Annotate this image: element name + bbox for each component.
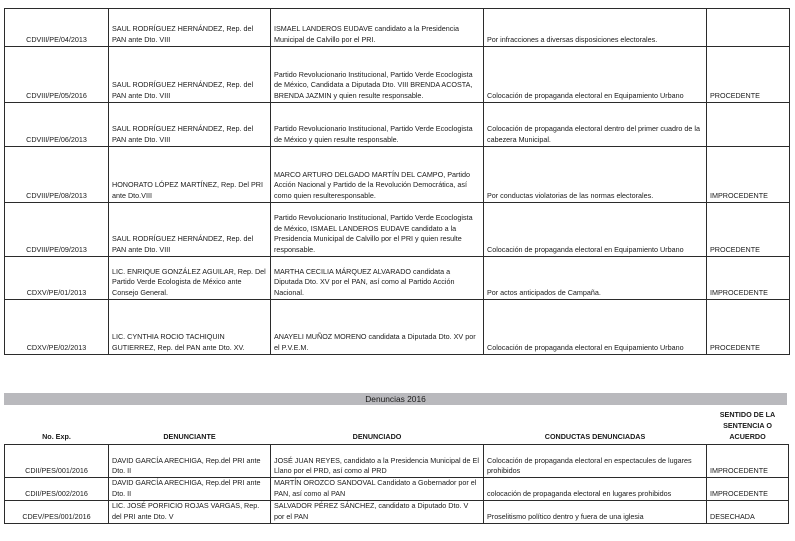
ruling: PROCEDENTE [707,203,790,257]
accused: MARCO ARTURO DELGADO MARTÍN DEL CAMPO, Partido Acción Nacional y Partido de la Revolución Democrática, así como quien resulteresponsable. [271,147,484,203]
accused: SALVADOR PÉREZ SÁNCHEZ, candidato a Diputado Dto. V por el PAN [271,501,484,524]
header-row [5,410,789,445]
complainant: SAUL RODRÍGUEZ HERNÁNDEZ, Rep. del PAN ante Dto. VIII [109,9,271,47]
complainant: DAVID GARCÍA ARECHIGA, Rep.del PRI ante Dto. II [109,445,271,478]
conduct: Colocación de propaganda electoral dentro del primer cuadro de la cabezera Municipal. [484,103,707,147]
accused: Partido Revolucionario Institucional, Partido Verde Ecoclogista de México, Candidata a Diputada Dto. VIII BRENDA ACOSTA, BRENDA JAZMIN y quien resulte responsable. [271,47,484,103]
header-complainant: DENUNCIANTE [163,431,216,441]
table-row [5,445,789,478]
accused: JOSÉ JUAN REYES, candidato a la Presidencia Municipal de El Llano por el PRD, así como al PRD [271,445,484,478]
conduct: Por conductas violatorias de las normas electorales. [484,147,707,203]
ruling: IMPROCEDENTE [707,257,790,300]
ruling: PROCEDENTE [707,300,790,355]
exp-number: CDVIII/PE/05/2016 [5,47,109,103]
accused: MARTHA CECILIA MÁRQUEZ ALVARADO candidata a Diputada Dto. XV por el PAN, así como al Partido Acción Nacional. [271,257,484,300]
exp-number: CDVIII/PE/09/2013 [5,203,109,257]
header-accused: DENUNCIADO [352,431,402,441]
exp-number: CDEV/PES/001/2016 [5,501,109,524]
conduct: Por infracciones a diversas disposiciones electorales. [484,9,707,47]
conduct: Proselitismo político dentro y fuera de una iglesia [484,501,707,524]
section-banner: Denuncias 2016 [4,393,787,405]
exp-number: CDII/PES/002/2016 [5,478,109,501]
exp-number: CDII/PES/001/2016 [5,445,109,478]
conduct: Colocación de propaganda electoral en Equipamiento Urbano [484,300,707,355]
exp-number: CDXV/PE/02/2013 [5,300,109,355]
table-row [5,203,790,257]
complaints-2013-table [4,8,790,355]
ruling [707,9,790,47]
accused: ISMAEL LANDEROS EUDAVE candidato a la Presidencia Municipal de Calvillo por el PRI. [271,9,484,47]
table-row [5,103,790,147]
header-exp: No. Exp. [42,431,71,441]
complainant: SAUL RODRÍGUEZ HERNÁNDEZ, Rep. del PAN ante Dto. VIII [109,103,271,147]
accused: Partido Revolucionario Institucional, Partido Verde Ecoclogista de México, ISMAEL LANDEROS EUDAVE candidato a la Presidencia Municipal de Calvillo por el PRI y quien resulte responsable. [271,203,484,257]
exp-number: CDVIII/PE/04/2013 [5,9,109,47]
table-row [5,478,789,501]
accused: MARTÍN OROZCO SANDOVAL Candidato a Gobernador por el PAN, así como al PAN [271,478,484,501]
table-row [5,47,790,103]
table-row [5,9,790,47]
ruling: PROCEDENTE [707,47,790,103]
complainant: LIC. ENRIQUE GONZÁLEZ AGUILAR, Rep. Del Partido Verde Ecologista de México ante Consejo General. [109,257,271,300]
table-row [5,501,789,524]
table-row [5,257,790,300]
exp-number: CDVIII/PE/08/2013 [5,147,109,203]
conduct: Colocación de propaganda electoral en espectacules de lugares prohibidos [484,445,707,478]
complainant: LIC. CYNTHIA ROCIO TACHIQUIN GUTIERREZ, Rep. del PAN ante Dto. XV. [109,300,271,355]
ruling: DESECHADA [707,501,789,524]
header-ruling: SENTIDO DE LA SENTENCIA O ACUERDO [719,410,776,441]
exp-number: CDXV/PE/01/2013 [5,257,109,300]
conduct: Por actos anticipados de Campaña. [484,257,707,300]
complainant: SAUL RODRÍGUEZ HERNÁNDEZ, Rep. del PAN ante Dto. VIII [109,47,271,103]
ruling: IMPROCEDENTE [707,445,789,478]
table-row [5,300,790,355]
complainant: DAVID GARCÍA ARECHIGA, Rep.del PRI ante Dto. II [109,478,271,501]
complainant: HONORATO LÓPEZ MARTÍNEZ, Rep. Del PRI ante Dto.VIII [109,147,271,203]
conduct: colocación de propaganda electoral en lugares prohibidos [484,478,707,501]
ruling: IMPROCEDENTE [707,478,789,501]
accused: Partido Revolucionario Institucional, Partido Verde Ecoclogista de México y quien resulte responsable. [271,103,484,147]
ruling [707,103,790,147]
accused: ANAYELI MUÑOZ MORENO candidata a Diputada Dto. XV por el P.V.E.M. [271,300,484,355]
complaints-2016-table [4,410,789,524]
exp-number: CDVIII/PE/06/2013 [5,103,109,147]
complainant: SAUL RODRÍGUEZ HERNÁNDEZ, Rep. del PAN ante Dto. VIII [109,203,271,257]
header-conduct: CONDUCTAS DENUNCIADAS [544,431,646,441]
table-row [5,147,790,203]
ruling: IMPROCEDENTE [707,147,790,203]
complainant: LIC. JOSÉ PORFICIO ROJAS VARGAS, Rep. del PRI ante Dto. V [109,501,271,524]
conduct: Colocación de propaganda electoral en Equipamiento Urbano [484,47,707,103]
conduct: Colocación de propaganda electoral en Equipamiento Urbano [484,203,707,257]
